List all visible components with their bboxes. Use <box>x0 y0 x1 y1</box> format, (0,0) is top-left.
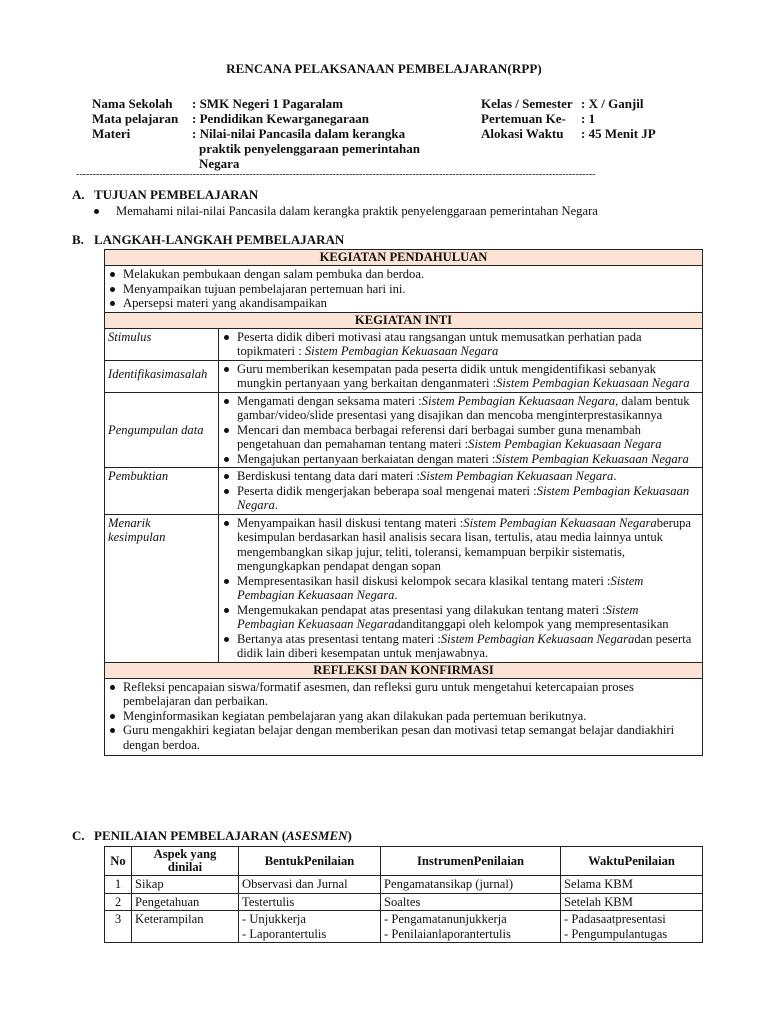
table-row <box>105 911 703 943</box>
info-label: Alokasi Waktu <box>481 126 564 141</box>
cell-line: - Laporantertulis <box>242 926 327 941</box>
item-italic: Sistem Pembagian Kekuasaan Negara <box>468 437 662 451</box>
item-tail: . <box>613 469 617 483</box>
list-item <box>222 469 698 484</box>
item-text: Menyampaikan hasil diskusi tentang materi : <box>237 515 464 530</box>
step-label: Identifikasimasalah <box>105 360 219 392</box>
cell-no: 3 <box>105 911 132 943</box>
section-c-heading <box>72 829 352 844</box>
info-label: Materi <box>92 126 131 141</box>
item-text: Mengemukakan pendapat atas presentasi yang dilakukan tentang materi : <box>237 602 606 617</box>
column-header: InstrumenPenilaian <box>381 847 561 876</box>
item-italic: Sistem Pembagian Kekuasaan Negara <box>237 483 690 512</box>
list-item <box>222 484 698 513</box>
list-item <box>222 632 698 661</box>
cell-bentuk: Observasi dan Jurnal <box>239 876 381 894</box>
info-value: : 1 <box>581 111 596 126</box>
list-item: Refleksi pencapaian siswa/formatif asesmen, dan refleksi guru untuk mengetahui ketercapaian proses pembelajaran dan perbaikan. <box>108 680 698 709</box>
band-heading-inti: KEGIATAN INTI <box>105 312 703 328</box>
table-row <box>105 678 703 756</box>
step-content <box>219 514 703 662</box>
info-row <box>92 96 452 111</box>
step-label-text: Menarik kesimpulan <box>108 515 166 544</box>
pendahuluan-cell <box>105 266 703 313</box>
list-item: Menginformasikan kegiatan pembelajaran yang akan dilakukan pada pertemuan berikutnya. <box>108 709 698 724</box>
info-row <box>92 111 452 126</box>
table-row <box>105 468 703 515</box>
table-header-row <box>105 847 703 876</box>
item-text: Mempresentasikan hasil diskusi kelompok secara klasikal tentang materi : <box>237 573 611 588</box>
table-row <box>105 360 703 392</box>
cell-aspek: Sikap <box>132 876 239 894</box>
document-title: RENCANA PELAKSANAAN PEMBELAJARAN(RPP) <box>226 61 542 76</box>
table-row <box>105 266 703 313</box>
step-label: Pembuktian <box>105 468 219 515</box>
step-label <box>105 514 219 662</box>
band-heading-pendahuluan: KEGIATAN PENDAHULUAN <box>105 250 703 266</box>
info-left <box>92 96 452 171</box>
info-row <box>481 111 701 126</box>
section-b-heading <box>72 233 344 248</box>
cell-waktu: Setelah KBM <box>561 893 703 911</box>
item-italic: Sistem Pembagian Kekuasaan Negara <box>463 515 657 530</box>
info-row <box>481 126 701 141</box>
info-row <box>92 126 452 171</box>
item-tail: danditanggapi oleh kelompok yang mempresentasikan <box>394 617 669 631</box>
column-header: No <box>105 847 132 876</box>
step-label: Pengumpulan data <box>105 392 219 468</box>
section-letter: B. <box>72 232 84 247</box>
cell-bentuk <box>239 911 381 943</box>
list-item <box>222 603 698 632</box>
bullet-icon <box>94 209 99 214</box>
list-item <box>222 394 698 423</box>
list-item <box>222 330 698 359</box>
section-title: TUJUAN PEMBELAJARAN <box>94 187 259 202</box>
cell-bentuk: Testertulis <box>239 893 381 911</box>
refleksi-cell <box>105 678 703 756</box>
step-content <box>219 360 703 392</box>
cell-aspek: Pengetahuan <box>132 893 239 911</box>
step-content <box>219 468 703 515</box>
item-text: Bertanya atas presentasi tentang materi : <box>237 631 441 646</box>
section-title: PENILAIAN PEMBELAJARAN ( <box>94 828 287 843</box>
list-item <box>222 362 698 391</box>
list-item <box>222 452 698 467</box>
cell-line: - Penilaianlaporantertulis <box>384 926 511 941</box>
info-value: : SMK Negeri 1 Pagaralam <box>192 96 343 111</box>
cell-no: 2 <box>105 893 132 911</box>
step-label: Stimulus <box>105 328 219 360</box>
section-title-italic: ASESMEN <box>286 828 348 843</box>
info-right <box>481 96 701 141</box>
item-text: Berdiskusi tentang data dari materi : <box>237 469 420 483</box>
cell-line: - Unjukkerja <box>242 912 306 926</box>
item-italic: Sistem Pembagian Kekuasaan Negara <box>237 602 639 631</box>
info-row <box>481 96 701 111</box>
section-title-end: ) <box>347 828 352 843</box>
item-italic: Sistem Pembagian Kekuasaan Negara <box>440 631 635 646</box>
list-item <box>222 423 698 452</box>
cell-instrumen: Soaltes <box>381 893 561 911</box>
separator-line: ------------------------------------------------------------------------------------------------------------------------------------------------------------ <box>76 169 596 180</box>
info-label: Nama Sekolah <box>92 96 173 111</box>
item-text: Peserta didik mengerjakan beberapa soal mengenai materi : <box>237 483 537 498</box>
item-italic: Sistem Pembagian Kekuasaan Negara <box>237 573 644 602</box>
cell-waktu <box>561 911 703 943</box>
cell-no: 1 <box>105 876 132 894</box>
item-text: Guru memberikan kesempatan pada peserta didik untuk mengidentifikasi sebanyak mungkin pertanyaan yang berkaitan denganmateri : <box>237 361 656 390</box>
item-tail: dan peserta didik lain diberi kesempatan untuk menjawabnya. <box>237 631 692 660</box>
info-label: Kelas / Semester <box>481 96 573 111</box>
item-text: Mengajukan pertanyaan berkaiatan dengan materi : <box>237 451 496 466</box>
column-header: BentukPenilaian <box>239 847 381 876</box>
assessment-table <box>104 846 703 943</box>
table-row <box>105 312 703 328</box>
table-row <box>105 876 703 894</box>
learning-steps-table <box>104 249 703 756</box>
list-item: Guru mengakhiri kegiatan belajar dengan memberikan pesan dan motivasi tetap semangat belajar dandiakhiri dengan berdoa. <box>108 723 698 752</box>
table-row <box>105 328 703 360</box>
column-header: WaktuPenilaian <box>561 847 703 876</box>
cell-line: - Pengumpulantugas <box>564 926 668 941</box>
item-italic: Sistem Pembagian Kekuasaan Negara <box>419 469 614 483</box>
item-italic: Sistem Pembagian Kekuasaan Negara <box>421 393 616 408</box>
table-row <box>105 662 703 678</box>
item-text: Mencari dan membaca berbagai referensi dari berbagai sumber guna menambah pengetahuan dan pemahaman tentang materi : <box>237 422 641 451</box>
step-content <box>219 392 703 468</box>
item-text: Peserta didik diberi motivasi atau rangsangan untuk memusatkan perhatian pada topikmateri : <box>237 329 642 358</box>
list-item <box>222 574 698 603</box>
table-row <box>105 250 703 266</box>
cell-line: - Padasaatpresentasi <box>564 912 666 926</box>
cell-aspek: Keterampilan <box>132 911 239 943</box>
info-value: : Pendidikan Kewarganegaraan <box>192 111 369 126</box>
item-italic: Sistem Pembagian Kekuasaan Negara <box>304 344 499 358</box>
section-title: LANGKAH-LANGKAH PEMBELAJARAN <box>94 232 345 247</box>
objective-text: Memahami nilai-nilai Pancasila dalam kerangka praktik penyelenggaraan pemerintahan Negara <box>116 204 598 218</box>
section-a-heading <box>72 188 258 203</box>
table-row <box>105 392 703 468</box>
cell-instrumen <box>381 911 561 943</box>
item-tail: . <box>394 588 398 602</box>
item-text: Mengamati dengan seksama materi : <box>237 393 422 408</box>
item-italic: Sistem Pembagian Kekuasaan Negara <box>495 451 689 466</box>
info-value: : 45 Menit JP <box>581 126 656 141</box>
item-tail: , dalam bentuk gambar/video/slide presentasi yang disajikan dan mencoba menginterprestasikannya <box>237 393 690 422</box>
list-item: Menyampaikan tujuan pembelajaran pertemuan hari ini. <box>108 282 698 297</box>
item-tail: . <box>274 498 278 512</box>
info-value: : X / Ganjil <box>581 96 644 111</box>
list-item: Melakukan pembukaan dengan salam pembuka dan berdoa. <box>108 267 698 282</box>
list-item: Apersepsi materi yang akandisampaikan <box>108 296 698 311</box>
list-item <box>222 516 698 574</box>
step-content <box>219 328 703 360</box>
item-italic: Sistem Pembagian Kekuasaan Negara <box>496 376 690 390</box>
cell-line: - Pengamatanunjukkerja <box>384 912 507 926</box>
table-row <box>105 514 703 662</box>
info-label: Pertemuan Ke- <box>481 111 566 126</box>
item-tail: berupa kesimpulan berdasarkan hasil analisis secara lisan, tertulis, atau media lainnya untuk mengembangkan sikap jujur, teliti, toleransi, kemampuan berpikir sistematis, mengungkapkan pendapat dengan sopan <box>237 515 691 573</box>
section-letter: A. <box>72 187 85 202</box>
band-heading-refleksi: REFLEKSI DAN KONFIRMASI <box>105 662 703 678</box>
cell-instrumen: Pengamatansikap (jurnal) <box>381 876 561 894</box>
table-row <box>105 893 703 911</box>
column-header: Aspek yang dinilai <box>132 847 239 876</box>
cell-waktu: Selama KBM <box>561 876 703 894</box>
objective-bullet <box>94 204 598 219</box>
info-value: : Nilai-nilai Pancasila dalam kerangka praktik penyelenggaraan pemerintahan Negara <box>192 126 421 171</box>
info-label: Mata pelajaran <box>92 111 179 126</box>
section-letter: C. <box>72 828 85 843</box>
